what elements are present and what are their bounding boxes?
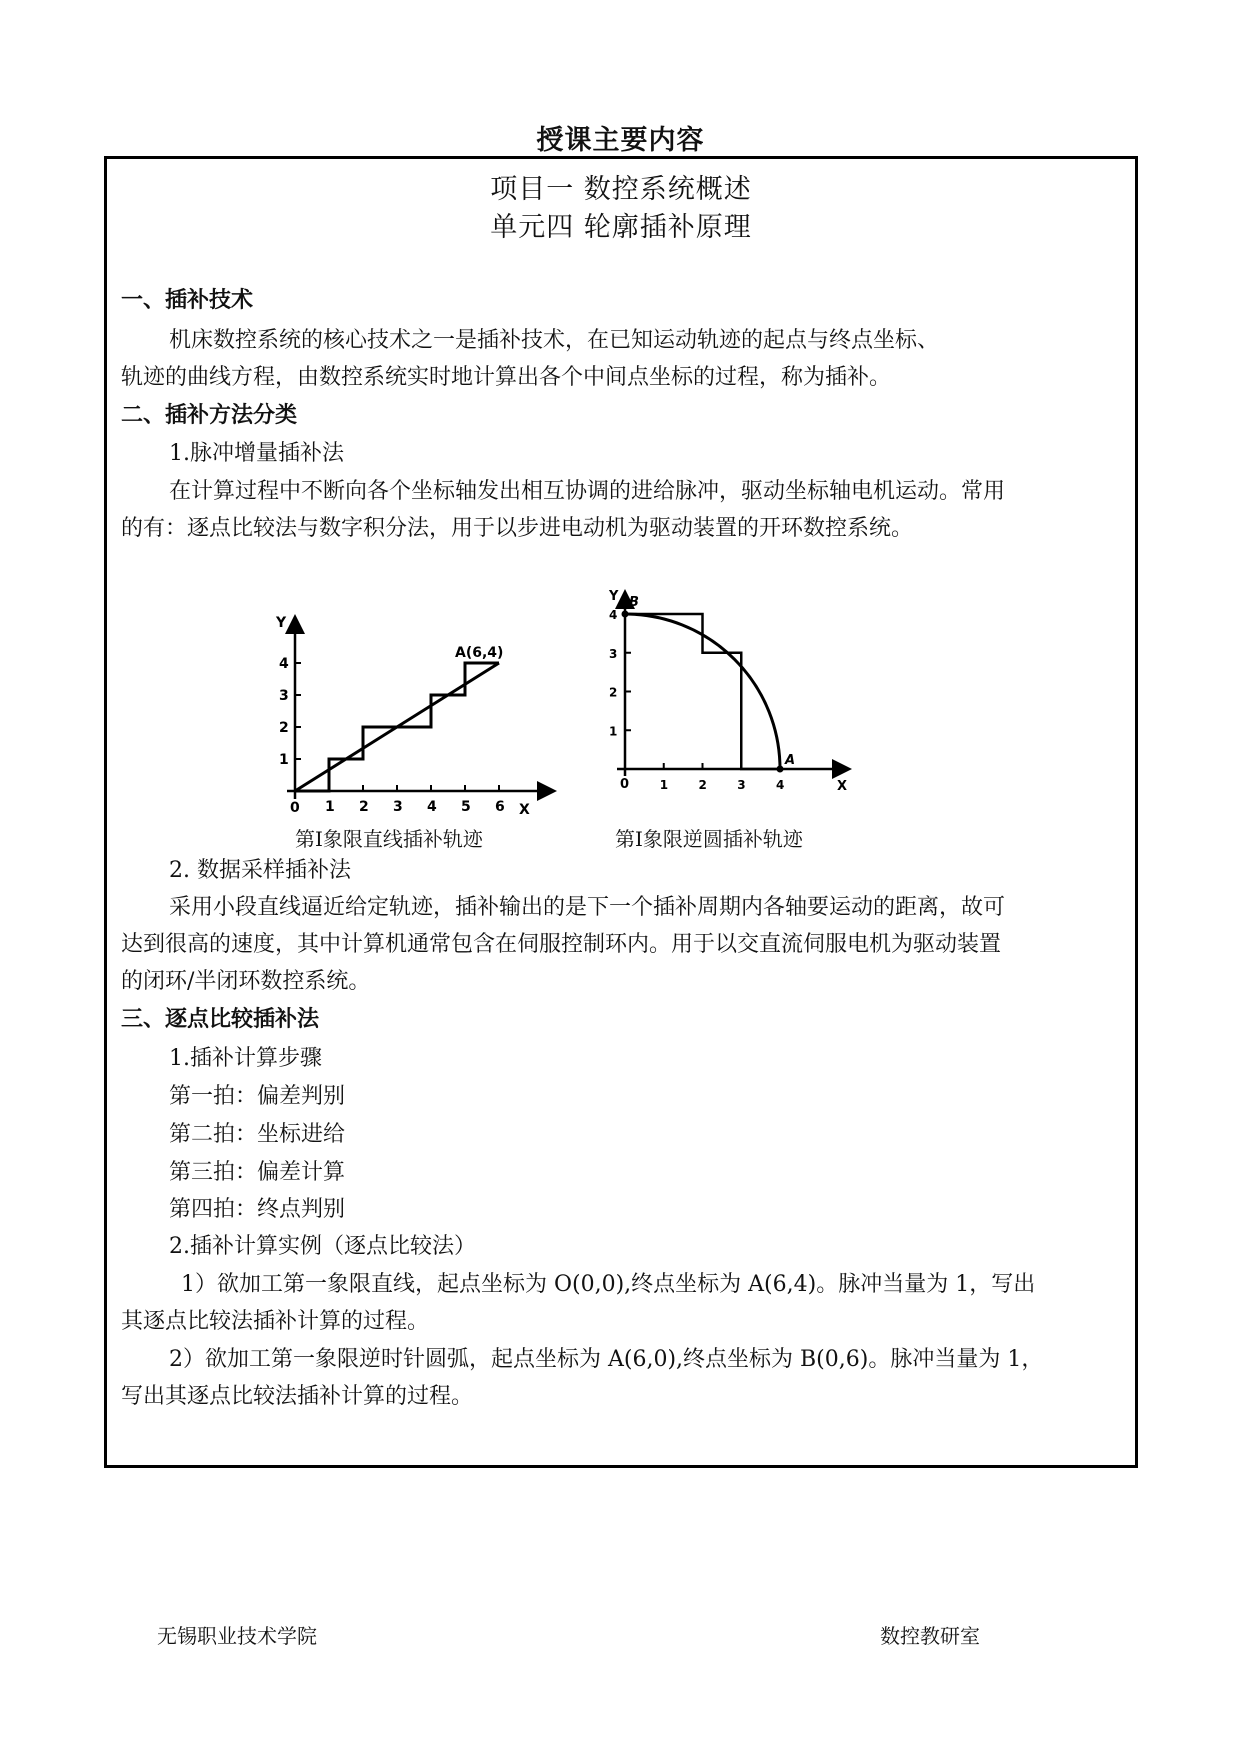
unit-heading: 单元四 轮廓插补原理 — [490, 212, 752, 243]
y-axis-label: Y — [276, 615, 287, 631]
line-fig-x-tick-label: 3 — [393, 799, 403, 815]
section1-heading: 一、插补技术 — [121, 288, 254, 313]
arc-end-point — [622, 611, 629, 618]
x-axis-label: X — [837, 779, 848, 794]
arc-fig-y-tick-label: 3 — [609, 646, 618, 661]
line-fig-x-tick-label: 2 — [359, 799, 369, 815]
sub2-para-line1: 采用小段直线逼近给定轨迹，插补输出的是下一个插补周期内各轴要运动的距离，故可 — [169, 895, 1006, 920]
origin-label: 0 — [620, 777, 630, 792]
arc-fig-y-tick-label: 2 — [609, 685, 618, 700]
sub1-para-line1: 在计算过程中不断向各个坐标轴发出相互协调的进给脉冲，驱动坐标轴电机运动。常用 — [169, 479, 1006, 504]
section1-para-line1: 机床数控系统的核心技术之一是插补技术，在已知运动轨迹的起点与终点坐标、 — [169, 328, 940, 353]
sub2-title: 2. 数据采样插补法 — [169, 858, 351, 883]
arc-fig-x-tick-label: 4 — [776, 778, 785, 792]
arc-end-label: B — [629, 595, 639, 610]
sub2-para-line3: 的闭环/半闭环数控系统。 — [121, 969, 371, 994]
arc-start-label: A — [785, 753, 796, 768]
arc-fig-x-tick-label: 1 — [659, 778, 669, 792]
example-title: 2.插补计算实例（逐点比较法） — [169, 1234, 476, 1259]
step1: 第一拍：偏差判别 — [169, 1084, 346, 1109]
example1-line2: 其逐点比较法插补计算的过程。 — [121, 1309, 430, 1334]
line-fig-x-tick-label: 1 — [325, 799, 335, 815]
section2-heading: 二、插补方法分类 — [121, 403, 298, 428]
section3-heading: 三、逐点比较插补法 — [121, 1007, 320, 1032]
origin-label: 0 — [290, 800, 300, 816]
line-fig-y-tick-label: 1 — [279, 752, 289, 768]
x-axis-label: X — [519, 802, 530, 818]
example2-line1: 2）欲加工第一象限逆时针圆弧，起点坐标为 A(6,0),终点坐标为 B(0,6)。脉冲当量为 1， — [169, 1347, 1044, 1372]
sub1-title: 1.脉冲增量插补法 — [169, 441, 344, 466]
step4: 第四拍：终点判别 — [169, 1197, 346, 1222]
line-fig-y-tick-label: 2 — [279, 720, 289, 736]
page-title: 授课主要内容 — [536, 125, 705, 156]
line-fig-x-tick-label: 4 — [427, 799, 437, 815]
arc-fig-x-tick-label: 3 — [737, 778, 746, 792]
steps-title: 1.插补计算步骤 — [169, 1046, 322, 1071]
y-axis-label: Y — [609, 589, 619, 604]
line-fig-y-tick-label: 4 — [279, 656, 289, 672]
arc-fig-y-tick-label: 4 — [609, 608, 618, 622]
line-fig-x-tick-label: 5 — [461, 799, 471, 815]
endpoint-label: A(6,4) — [455, 645, 504, 661]
step3: 第三拍：偏差计算 — [169, 1160, 346, 1185]
sub1-para-line2: 的有：逐点比较法与数字积分法，用于以步进电动机为驱动装置的开环数控系统。 — [121, 516, 914, 541]
arc-fig-x-tick-label: 2 — [698, 778, 707, 792]
sub2-para-line2: 达到很高的速度，其中计算机通常包含在伺服控制环内。用于以交直流伺服电机为驱动装置 — [121, 932, 1002, 957]
example1-line1: 1）欲加工第一象限直线，起点坐标为 O(0,0),终点坐标为 A(6,4)。脉冲当量为 1，写出 — [181, 1272, 1036, 1297]
project-heading: 项目一 数控系统概述 — [490, 174, 752, 205]
arc-fig-y-tick-label: 1 — [609, 724, 618, 739]
example2-line2: 写出其逐点比较法插补计算的过程。 — [121, 1384, 474, 1409]
section1-para-line2: 轨迹的曲线方程，由数控系统实时地计算出各个中间点坐标的过程，称为插补。 — [121, 365, 892, 390]
line-figure-caption: 第Ⅰ象限直线插补轨迹 — [295, 827, 483, 851]
line-fig-x-tick-label: 6 — [495, 799, 505, 815]
line-fig-y-tick-label: 3 — [279, 688, 289, 704]
footer-school: 无锡职业技术学院 — [157, 1624, 317, 1648]
staircase-path — [625, 614, 780, 769]
content-frame — [104, 156, 1138, 1468]
arc-figure-caption: 第Ⅰ象限逆圆插补轨迹 — [615, 827, 803, 851]
footer-department: 数控教研室 — [880, 1624, 980, 1648]
arc-start-point — [777, 766, 784, 773]
step2: 第二拍：坐标进给 — [169, 1122, 346, 1147]
